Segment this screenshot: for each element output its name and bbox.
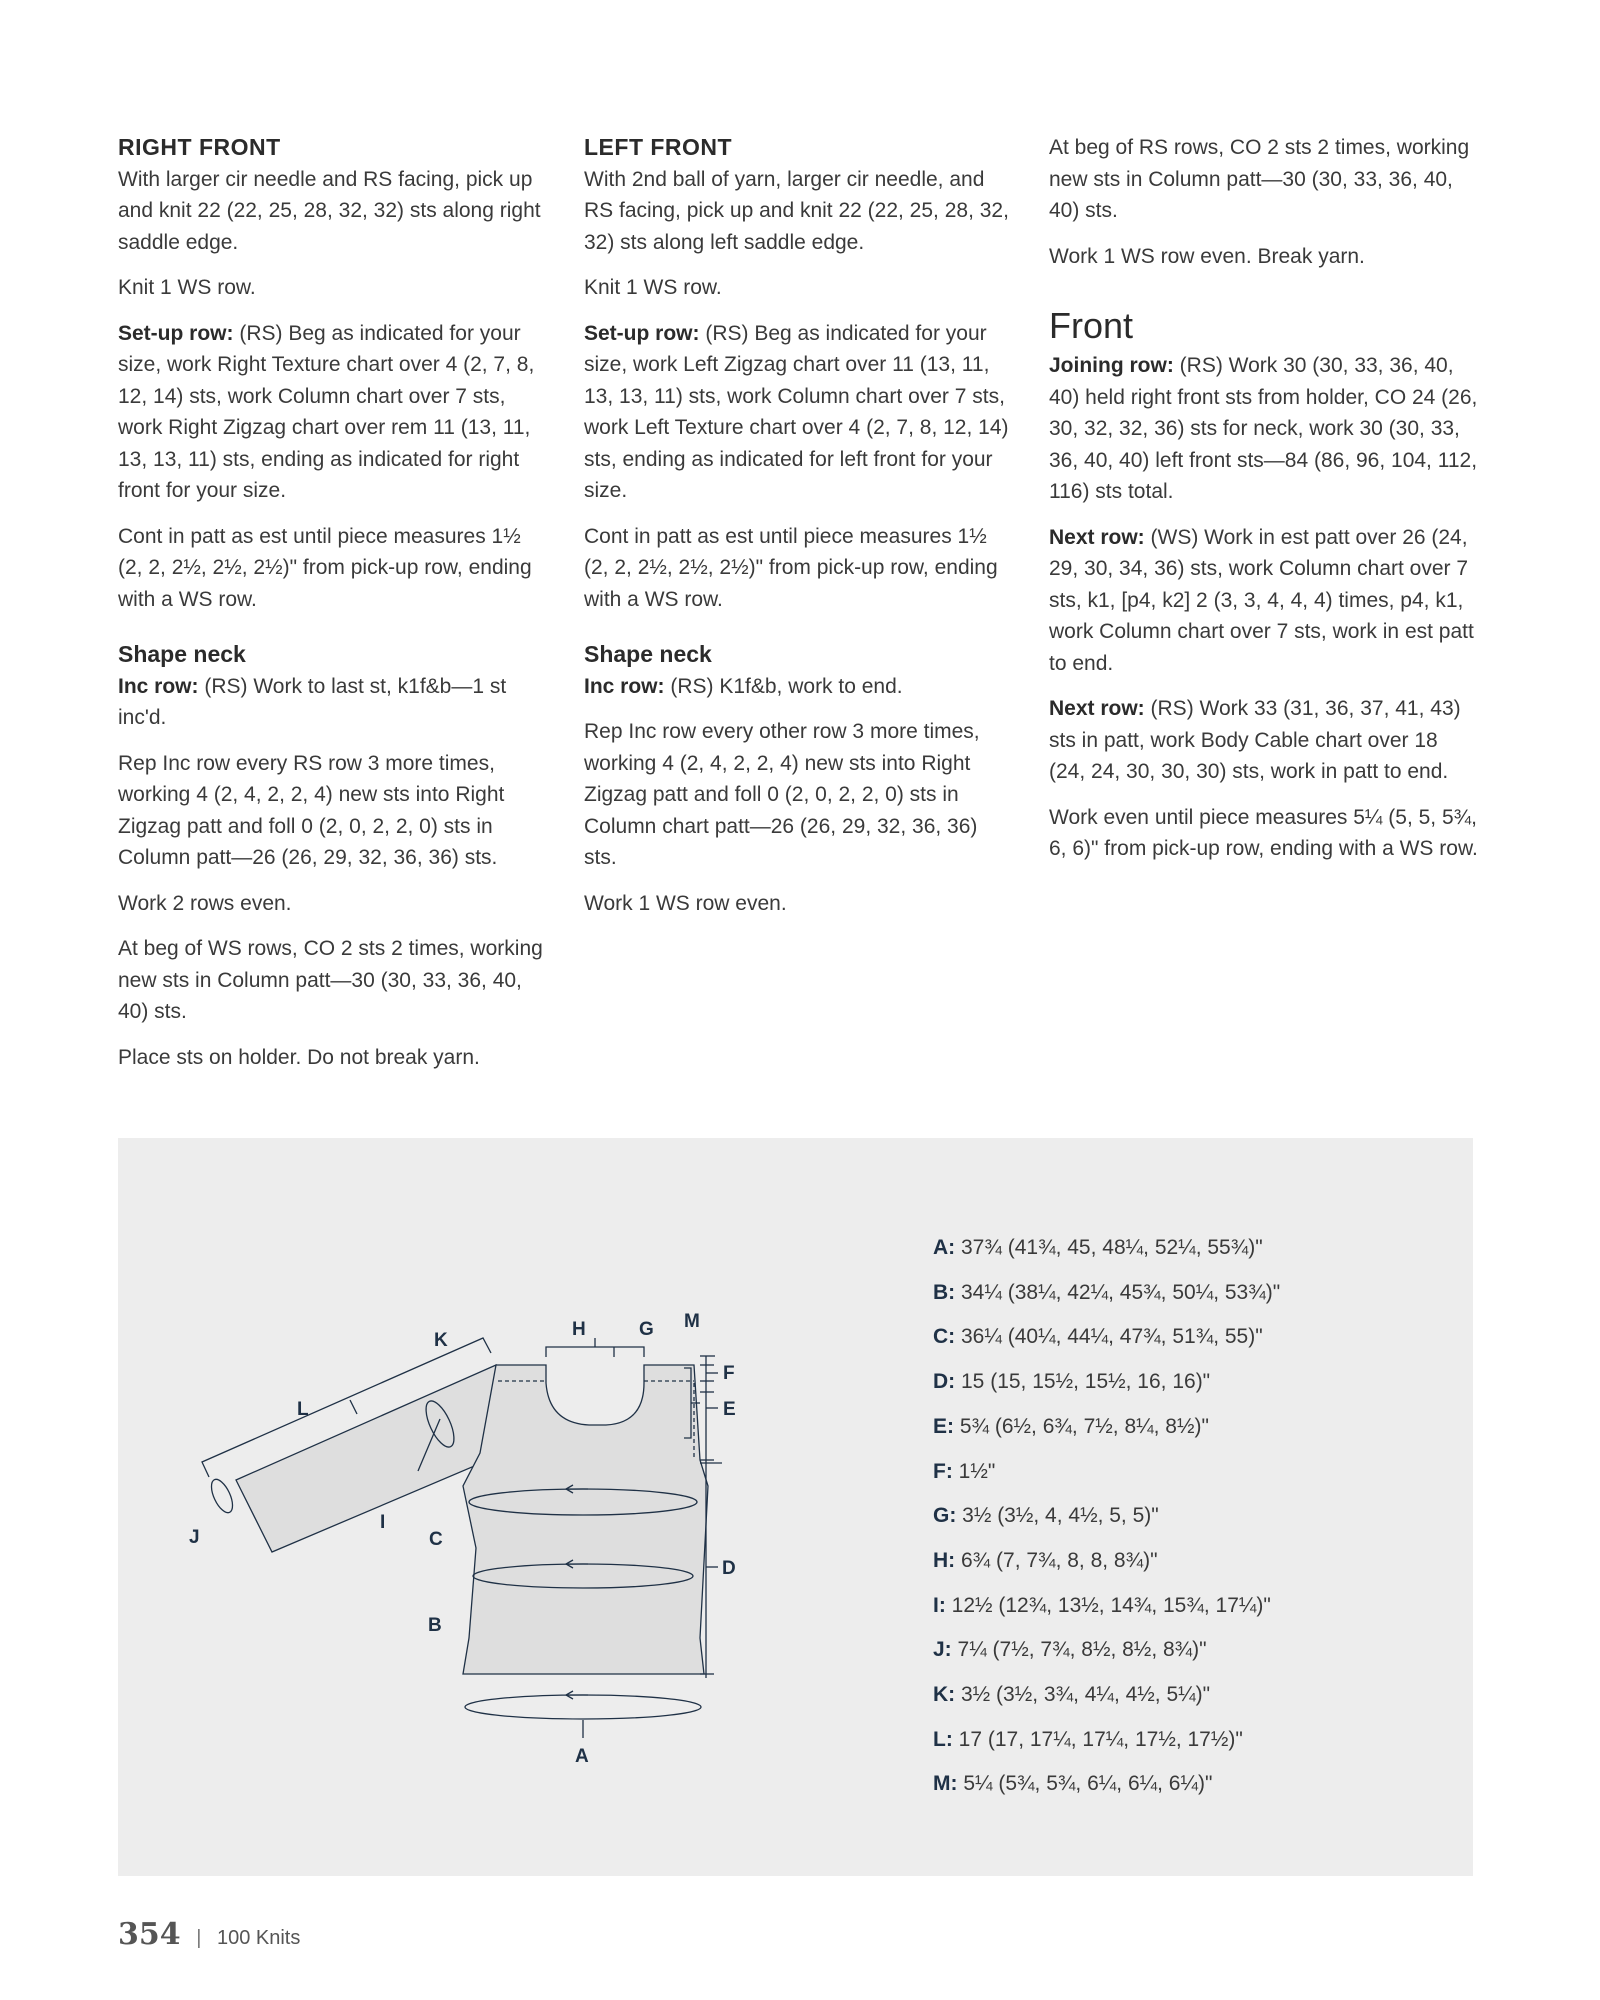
joining-row-label: Joining row: <box>1049 354 1174 377</box>
left-cast-on: At beg of RS rows, CO 2 sts 2 times, working new sts in Column patt—30 (30, 33, 36, 40, 40) sts. <box>1049 136 1470 222</box>
label-k: K <box>434 1330 448 1351</box>
front-heading: Front <box>1049 305 1134 346</box>
left-front-setup-row <box>584 318 1014 507</box>
measurement-key: G: <box>933 1504 957 1528</box>
measurement-value: 5¾ (6½, 6¾, 7½, 8¼, 8½)" <box>954 1414 1209 1438</box>
measurement-value: 12½ (12¾, 13½, 14¾, 15¾, 17¼)" <box>945 1593 1271 1617</box>
schematic-panel <box>118 1138 1473 1876</box>
measurement-key: E: <box>933 1414 954 1438</box>
measurement-key: M: <box>933 1772 958 1796</box>
measurement-item <box>933 1271 1453 1316</box>
setup-row-label: Set-up row: <box>584 321 700 345</box>
setup-row-text: (RS) Beg as indicated for your size, work Left Zigzag chart over 11 (13, 11, 13, 13, 11) sts, work Column chart over 7 sts, work Left Texture chart over 4 (2, 7, 8, 12, 14) sts, ending as indicated for left front for your size. <box>584 321 1009 502</box>
measurement-value: 34¼ (38¼, 42¼, 45¾, 50¼, 53¾)" <box>955 1280 1281 1304</box>
body-shape <box>463 1365 708 1674</box>
label-a: A <box>575 1746 589 1767</box>
left-break-yarn: Work 1 WS row even. Break yarn. <box>1049 244 1365 268</box>
measurement-value: 3½ (3½, 4, 4½, 5, 5)" <box>956 1504 1159 1528</box>
next-row-label: Next row: <box>1049 525 1145 549</box>
measurement-item <box>933 1628 1453 1673</box>
left-inc-row <box>584 671 1014 703</box>
next-row-text: (RS) Work 33 (31, 36, 37, 41, 43) sts in patt, work Body Cable chart over 18 (24, 24, 30, 30, 30) sts, work in patt to end. <box>1049 697 1461 783</box>
label-j: J <box>189 1527 200 1548</box>
measurement-key: F: <box>933 1459 953 1483</box>
measurement-value: 3½ (3½, 3¾, 4¼, 4½, 5¼)" <box>955 1683 1211 1707</box>
right-front-knit-row: Knit 1 WS row. <box>118 276 256 299</box>
left-front-intro: With 2nd ball of yarn, larger cir needle, and RS facing, pick up and knit 22 (22, 25, 28, 32, 32) sts along left saddle edge. <box>584 167 1009 254</box>
measurement-item <box>933 1718 1453 1763</box>
measurement-value: 6¾ (7, 7¾, 8, 8, 8¾)" <box>955 1548 1158 1572</box>
sleeve-shape <box>236 1365 498 1552</box>
label-b: B <box>428 1615 442 1636</box>
measurement-value: 7¼ (7½, 7¾, 8½, 8½, 8¾)" <box>951 1638 1207 1662</box>
measurement-item <box>933 1360 1453 1405</box>
measurement-item <box>933 1539 1453 1584</box>
label-c: C <box>429 1529 443 1550</box>
label-m: M <box>684 1311 700 1332</box>
setup-row-text: (RS) Beg as indicated for your size, work Right Texture chart over 4 (2, 7, 8, 12, 14) sts, work Column chart over 7 sts, work Right Zigzag chart over rem 11 (13, 11, 13, 13, 11) sts, ending as indicated for right front for your size. <box>118 321 535 502</box>
label-e: E <box>723 1399 736 1420</box>
left-front-column <box>584 132 1014 933</box>
inc-row-label: Inc row: <box>584 674 665 698</box>
right-shape-neck-heading: Shape neck <box>118 641 246 667</box>
measure-j-ellipse <box>207 1476 237 1515</box>
measurement-item <box>933 1673 1453 1718</box>
joining-row <box>1049 350 1479 508</box>
measurement-key: L: <box>933 1727 953 1751</box>
page-footer <box>118 1917 300 1952</box>
measurement-key: C: <box>933 1325 956 1349</box>
right-front-setup-row <box>118 318 548 507</box>
measurement-key: B: <box>933 1280 956 1304</box>
book-title: 100 Knits <box>216 1927 301 1949</box>
right-holder: Place sts on holder. Do not break yarn. <box>118 1045 480 1069</box>
footer-separator: | <box>196 1927 202 1949</box>
right-inc-row <box>118 671 548 734</box>
left-front-knit-row: Knit 1 WS row. <box>584 276 722 299</box>
inc-row-text: (RS) K1f&b, work to end. <box>664 674 903 698</box>
joining-row-text: (RS) Work 30 (30, 33, 36, 40, 40) held right front sts from holder, CO 24 (26, 30, 32, 32, 36) sts for neck, work 30 (30, 33, 36, 40, 40) left front sts—84 (86, 96, 104, 112, 116) sts total. <box>1049 354 1478 503</box>
next-row-ws <box>1049 522 1479 680</box>
measurement-item <box>933 1494 1453 1539</box>
next-row-text: (WS) Work in est patt over 26 (24, 29, 30, 34, 36) sts, work Column chart over 7 sts, k1, [p4, k2] 2 (3, 3, 4, 4, 4) times, p4, k1, work Column chart over 7 sts, work in est patt to end. <box>1049 525 1474 675</box>
measurement-value: 37¾ (41¾, 45, 48¼, 52¼, 55¾)" <box>955 1236 1263 1259</box>
label-g: G <box>639 1319 654 1340</box>
left-front-heading: LEFT FRONT <box>584 134 733 160</box>
measurement-item <box>933 1315 1453 1360</box>
right-front-intro: With larger cir needle and RS facing, pick up and knit 22 (22, 25, 28, 32, 32) sts along right saddle edge. <box>118 167 541 254</box>
page-number: 354 <box>118 1917 181 1952</box>
measurement-key: K: <box>933 1683 956 1707</box>
measurement-item <box>933 1584 1453 1629</box>
right-front-cont: Cont in patt as est until piece measures 1½ (2, 2, 2½, 2½, 2½)" from pick-up row, ending with a WS row. <box>118 524 532 611</box>
inc-row-label: Inc row: <box>118 674 199 698</box>
next-row-label: Next row: <box>1049 697 1145 720</box>
right-work-even: Work 2 rows even. <box>118 891 292 915</box>
measurement-key: A: <box>933 1236 956 1259</box>
label-i: I <box>380 1512 386 1533</box>
left-rep-inc: Rep Inc row every other row 3 more times, working 4 (2, 4, 2, 2, 4) new sts into Right Zigzag patt and foll 0 (2, 0, 2, 2, 0) sts in Column chart patt—26 (26, 29, 32, 36, 36) sts. <box>584 720 980 869</box>
left-front-cont: Cont in patt as est until piece measures 1½ (2, 2, 2½, 2½, 2½)" from pick-up row, ending with a WS row. <box>584 524 998 611</box>
measurement-key: D: <box>933 1370 956 1394</box>
measurement-item <box>933 1762 1453 1807</box>
measurement-key: J: <box>933 1638 952 1662</box>
measurement-key: H: <box>933 1548 956 1572</box>
measurement-item <box>933 1450 1453 1495</box>
measure-a-ellipse <box>465 1695 701 1719</box>
measurement-value: 5¼ (5¾, 5¾, 6¼, 6¼, 6¼)" <box>957 1772 1213 1796</box>
left-work-even: Work 1 WS row even. <box>584 891 787 915</box>
measurement-list <box>933 1226 1453 1807</box>
label-h: H <box>572 1319 586 1340</box>
next-row-rs <box>1049 693 1479 788</box>
label-f: F <box>723 1363 735 1384</box>
measurement-value: 1½" <box>952 1459 996 1483</box>
right-front-heading: RIGHT FRONT <box>118 134 281 160</box>
sweater-schematic <box>118 1138 898 1876</box>
measurement-value: 15 (15, 15½, 15½, 16, 16)" <box>955 1370 1211 1394</box>
left-shape-neck-heading: Shape neck <box>584 641 712 667</box>
label-d: D <box>722 1558 736 1579</box>
label-l: L <box>297 1399 309 1420</box>
work-even-front: Work even until piece measures 5¼ (5, 5, 5¾, 6, 6)" from pick-up row, ending with a WS row. <box>1049 805 1478 860</box>
measurement-value: 36¼ (40¼, 44¼, 47¾, 51¾, 55)" <box>955 1325 1263 1349</box>
front-column <box>1049 132 1479 879</box>
measurement-item <box>933 1405 1453 1450</box>
right-rep-inc: Rep Inc row every RS row 3 more times, working 4 (2, 4, 2, 2, 4) new sts into Right Zigzag patt and foll 0 (2, 0, 2, 2, 0) sts in Column patt—26 (26, 29, 32, 36, 36) sts. <box>118 751 505 869</box>
measurement-item <box>933 1226 1453 1271</box>
right-front-column <box>118 132 548 1087</box>
measurement-value: 17 (17, 17¼, 17¼, 17½, 17½)" <box>952 1727 1243 1751</box>
measurement-key: I: <box>933 1593 946 1617</box>
right-cast-on: At beg of WS rows, CO 2 sts 2 times, working new sts in Column patt—30 (30, 33, 36, 40, 40) sts. <box>118 937 543 1023</box>
setup-row-label: Set-up row: <box>118 321 234 345</box>
inc-row-text: (RS) Work to last st, k1f&b—1 st inc'd. <box>118 674 507 729</box>
